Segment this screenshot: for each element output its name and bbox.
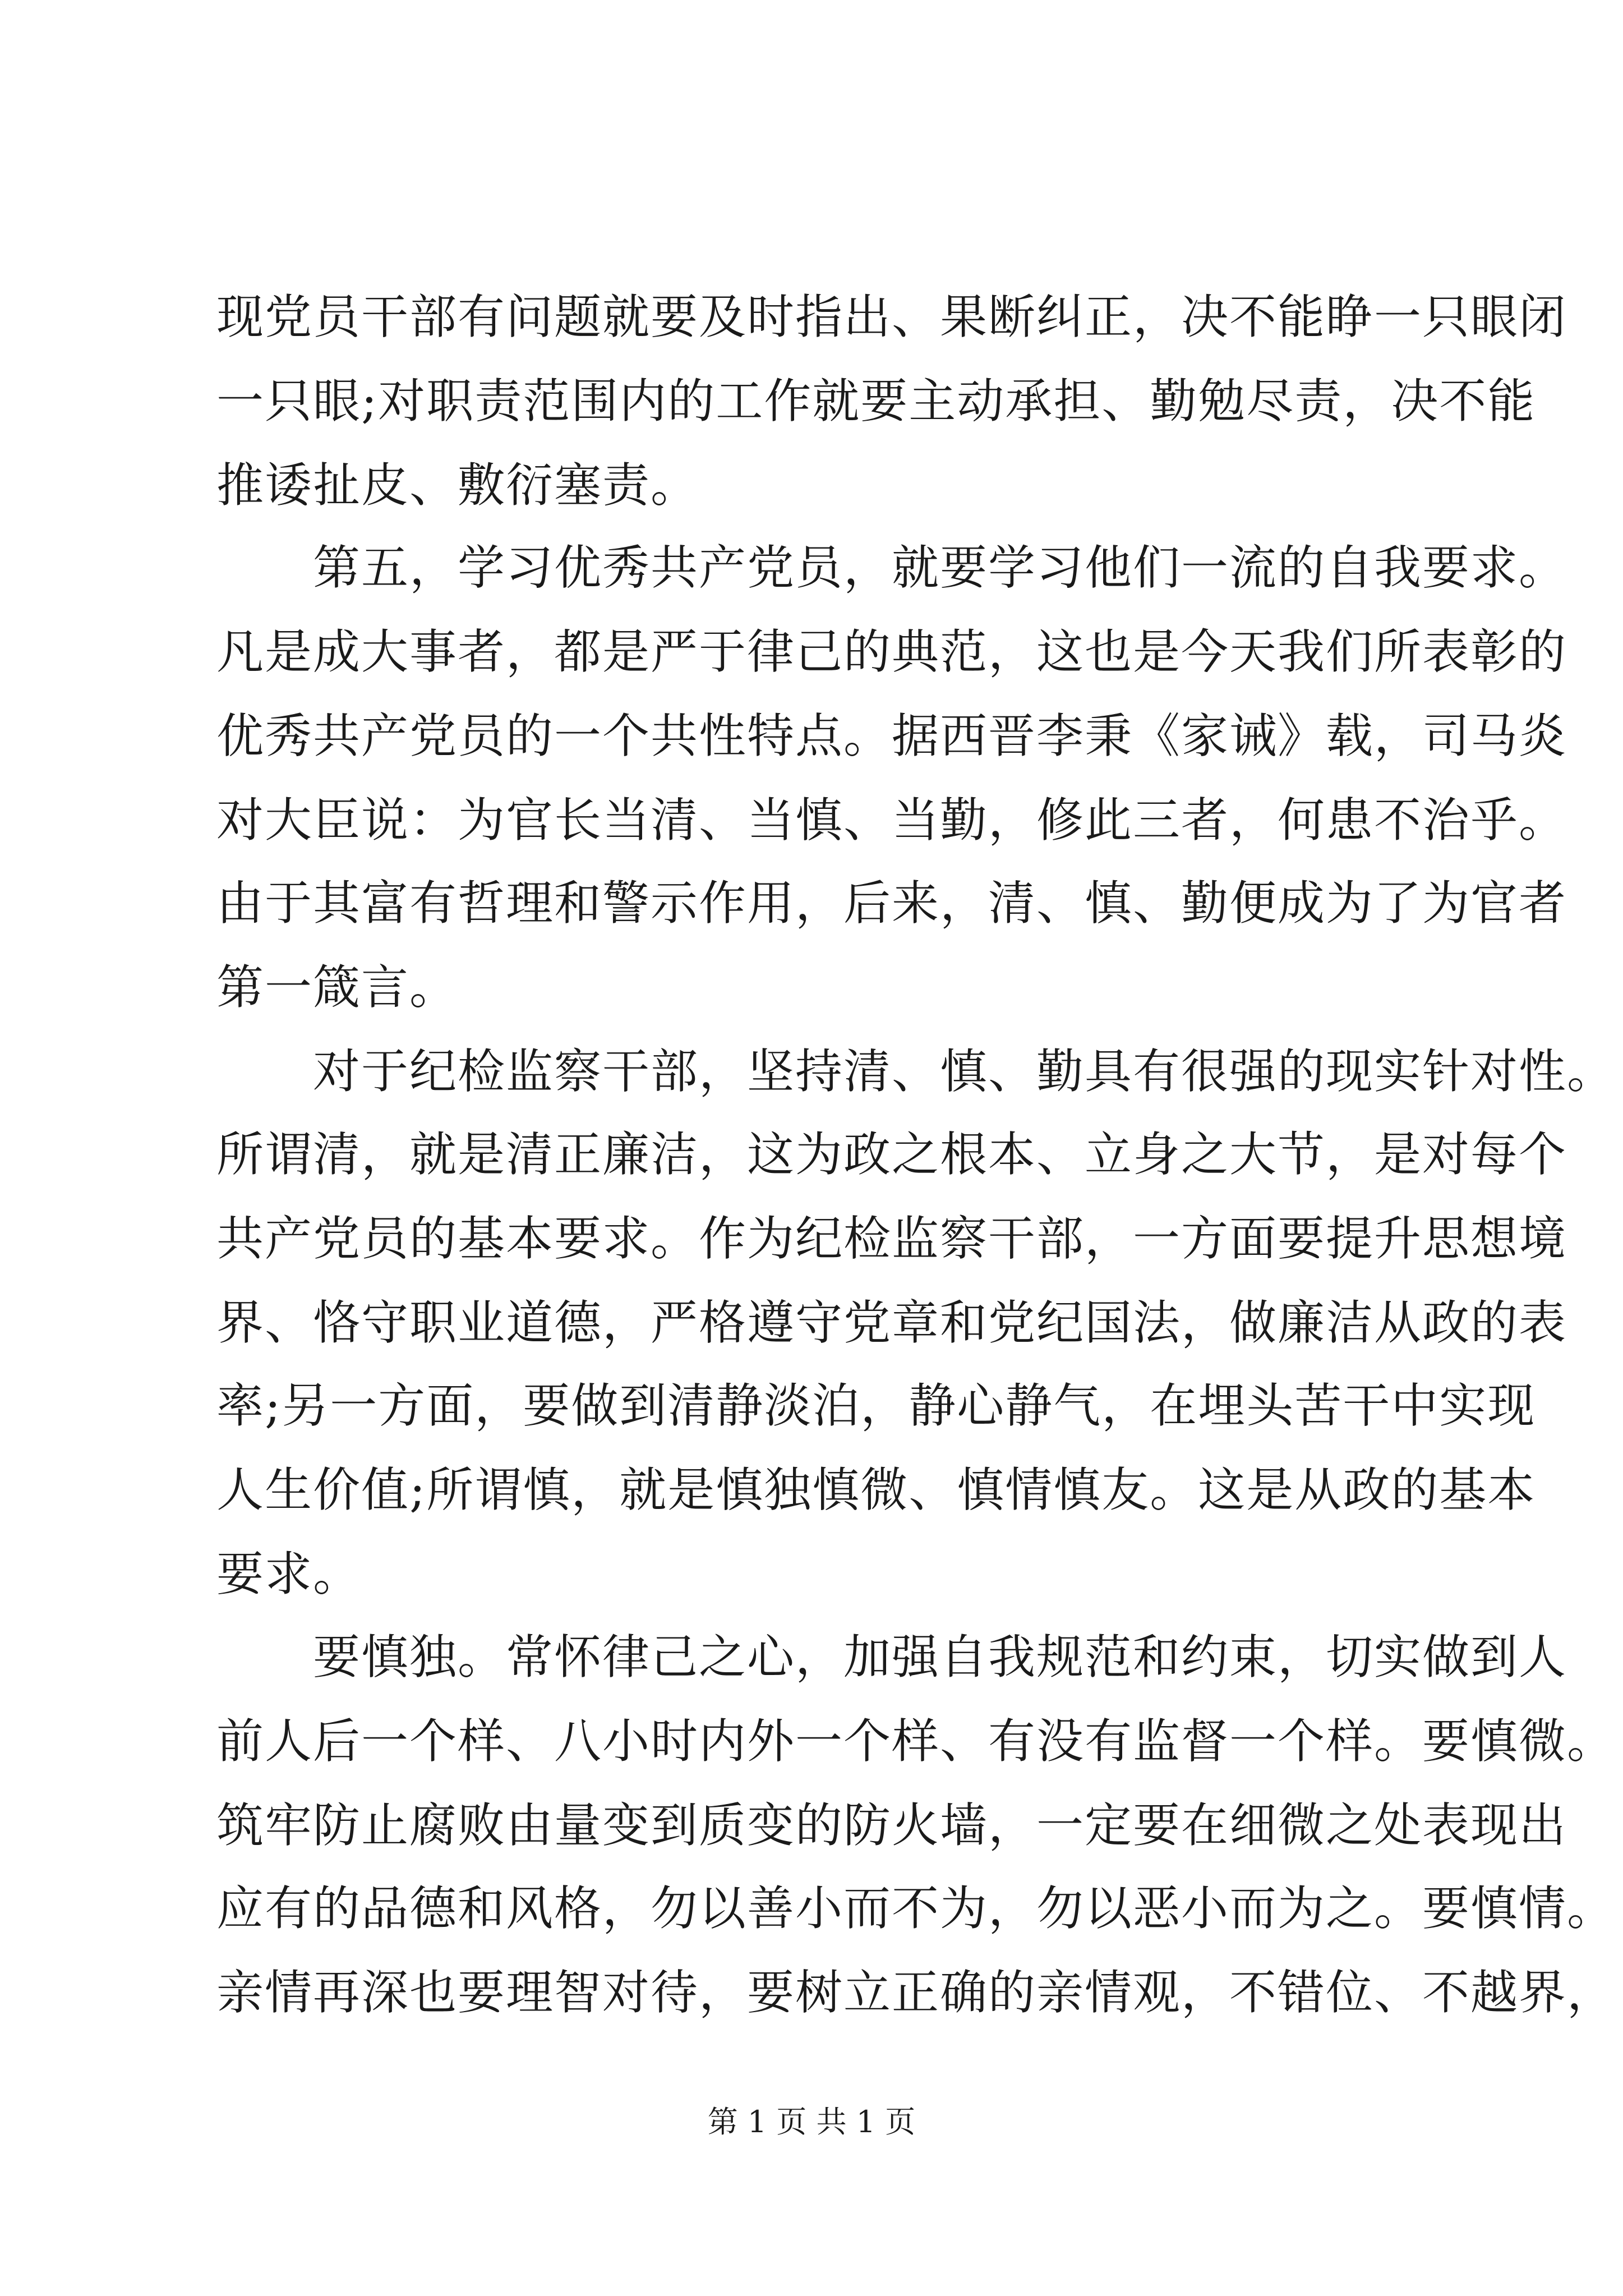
text-line: 推诿扯皮、敷衍塞责。 — [216, 458, 699, 513]
text-line: 对大臣说：为官长当清、当慎、当勤，修此三者，何患不治乎。 — [216, 793, 1567, 848]
text-line: 率;另一方面，要做到清静淡泊，静心静气，在埋头苦干中实现 — [216, 1378, 1536, 1433]
text-line: 共产党员的基本要求。作为纪检监察干部，一方面要提升思想境 — [216, 1211, 1567, 1266]
text-line: 人生价值;所谓慎，就是慎独慎微、慎情慎友。这是从政的基本 — [216, 1462, 1536, 1517]
text-line: 第一箴言。 — [216, 960, 458, 1015]
text-line: 由于其富有哲理和警示作用，后来，清、慎、勤便成为了为官者 — [216, 876, 1567, 931]
text-line: 界、恪守职业道德，严格遵守党章和党纪国法，做廉洁从政的表 — [216, 1295, 1567, 1350]
text-line: 一只眼;对职责范围内的工作就要主动承担、勤勉尽责，决不能 — [216, 374, 1536, 429]
text-line: 亲情再深也要理智对待，要树立正确的亲情观，不错位、不越界， — [216, 1965, 1616, 2020]
text-line: 要慎独。常怀律己之心，加强自我规范和约束，切实做到人 — [216, 1630, 1567, 1685]
text-line: 现党员干部有问题就要及时指出、果断纠正，决不能睁一只眼闭 — [216, 289, 1567, 344]
text-line: 筑牢防止腐败由量变到质变的防火墙，一定要在细微之处表现出 — [216, 1798, 1567, 1853]
text-line: 凡是成大事者，都是严于律己的典范，这也是今天我们所表彰的 — [216, 624, 1567, 679]
text-line: 应有的品德和风格，勿以善小而不为，勿以恶小而为之。要慎情。 — [216, 1881, 1616, 1936]
page-footer: 第 1 页 共 1 页 — [707, 2104, 916, 2139]
text-line: 要求。 — [216, 1547, 362, 1602]
text-line: 前人后一个样、八小时内外一个样、有没有监督一个样。要慎微。 — [216, 1714, 1616, 1769]
text-line: 对于纪检监察干部，坚持清、慎、勤具有很强的现实针对性。 — [216, 1044, 1616, 1099]
text-line: 优秀共产党员的一个共性特点。据西晋李秉《家诫》载，司马炎 — [216, 708, 1567, 763]
text-line: 所谓清，就是清正廉洁，这为政之根本、立身之大节，是对每个 — [216, 1127, 1567, 1182]
text-line: 第五，学习优秀共产党员，就要学习他们一流的自我要求。 — [216, 540, 1567, 595]
